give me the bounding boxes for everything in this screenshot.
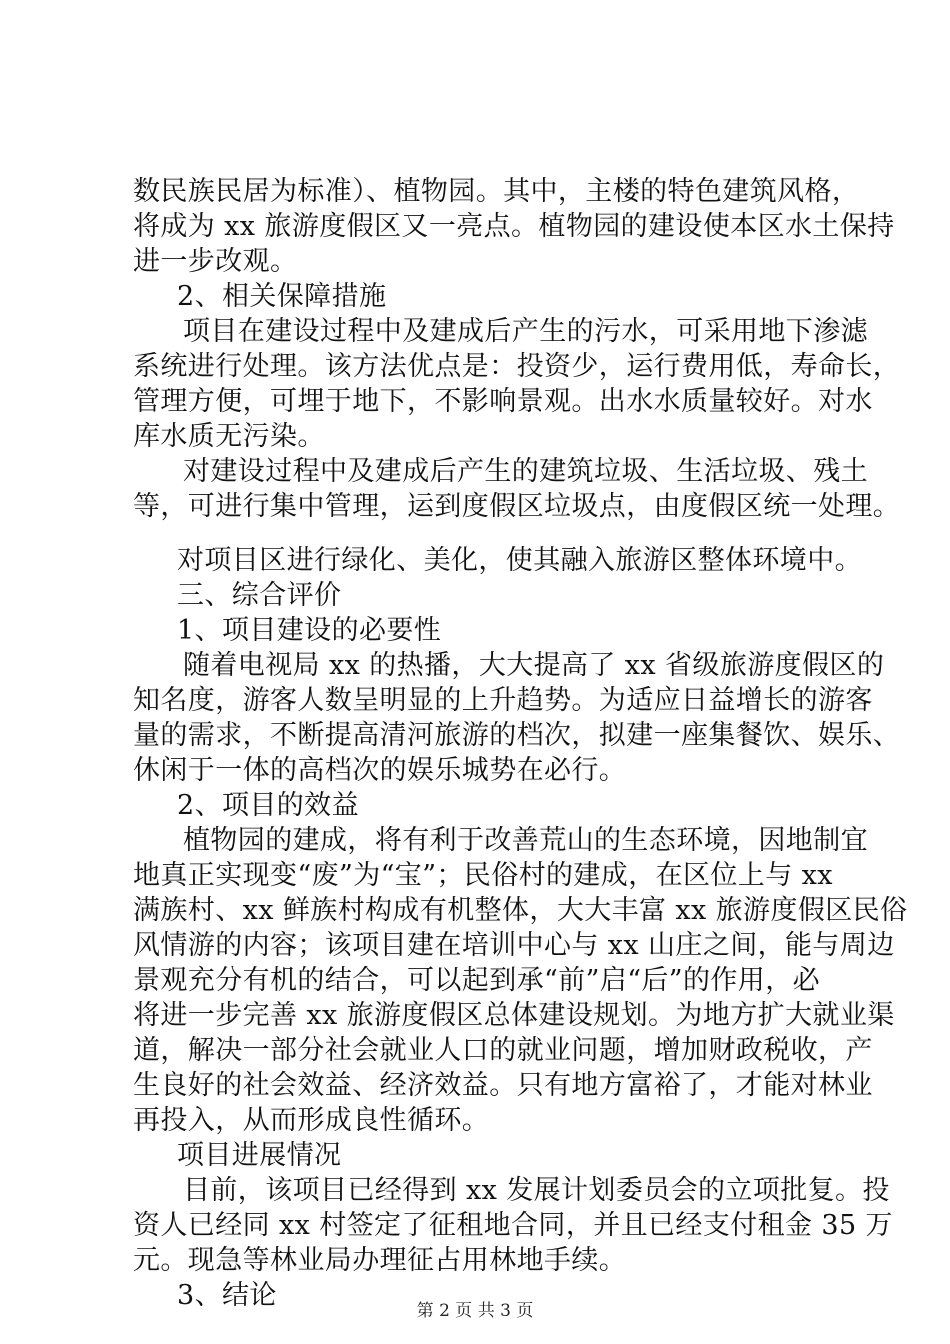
section-heading: 3、结论: [177, 1280, 277, 1311]
text-line: 等，可进行集中管理，运到度假区垃圾点，由度假区统一处理。: [133, 491, 901, 522]
text-line: 元。现急等林业局办理征占用林地手续。: [133, 1245, 627, 1276]
text-line: 景观充分有机的结合，可以起到承“前”启“后”的作用，必: [133, 965, 821, 996]
text-line: 将进一步完善 xx 旅游度假区总体建设规划。为地方扩大就业渠: [133, 1000, 895, 1031]
text-line: 对建设过程中及建成后产生的建筑垃圾、生活垃圾、残土: [183, 456, 868, 487]
text-line: 目前，该项目已经得到 xx 发展计划委员会的立项批复。投: [183, 1175, 890, 1206]
text-line: 管理方便，可埋于地下，不影响景观。出水水质量较好。对水: [133, 386, 873, 417]
section-heading: 2、项目的效益: [177, 790, 359, 821]
text-line: 再投入，从而形成良性循环。: [133, 1105, 490, 1136]
text-line: 风情游的内容；该项目建在培训中心与 xx 山庄之间，能与周边: [133, 930, 895, 961]
section-heading: 项目进展情况: [177, 1140, 342, 1171]
text-line: 道，解决一部分社会就业人口的就业问题，增加财政税收，产: [133, 1035, 873, 1066]
text-line: 休闲于一体的高档次的娱乐城势在必行。: [133, 755, 627, 786]
text-line: 将成为 xx 旅游度假区又一亮点。植物园的建设使本区水土保持: [133, 211, 895, 242]
text-line: 植物园的建成，将有利于改善荒山的生态环境，因地制宜: [183, 825, 868, 856]
text-line: 地真正实现变“废”为“宝”；民俗村的建成，在区位上与 xx: [133, 860, 833, 891]
text-line: 项目在建设过程中及建成后产生的污水，可采用地下渗滤: [183, 316, 868, 347]
text-line: 随着电视局 xx 的热播，大大提高了 xx 省级旅游度假区的: [183, 650, 885, 681]
text-line: 系统进行处理。该方法优点是：投资少，运行费用低，寿命长，: [133, 351, 901, 382]
text-line: 生良好的社会效益、经济效益。只有地方富裕了，才能对林业: [133, 1070, 873, 1101]
section-heading: 2、相关保障措施: [177, 281, 387, 312]
section-heading: 1、项目建设的必要性: [177, 615, 442, 646]
text-line: 数民族民居为标准）、植物园。其中，主楼的特色建筑风格，: [133, 176, 860, 207]
text-line: 进一步改观。: [133, 246, 298, 277]
text-line: 知名度，游客人数呈明显的上升趋势。为适应日益增长的游客: [133, 685, 873, 716]
text-line: 满族村、xx 鲜族村构成有机整体，大大丰富 xx 旅游度假区民俗: [133, 895, 908, 926]
section-heading: 三、综合评价: [177, 580, 342, 611]
text-line: 资人已经同 xx 村签定了征租地合同，并且已经支付租金 35 万: [133, 1210, 893, 1241]
text-line: 对项目区进行绿化、美化，使其融入旅游区整体环境中。: [177, 545, 862, 576]
page-footer: 第 2 页 共 3 页: [416, 1301, 534, 1321]
text-line: 库水质无污染。: [133, 421, 325, 452]
text-line: 量的需求，不断提高清河旅游的档次，拟建一座集餐饮、娱乐、: [133, 720, 901, 751]
